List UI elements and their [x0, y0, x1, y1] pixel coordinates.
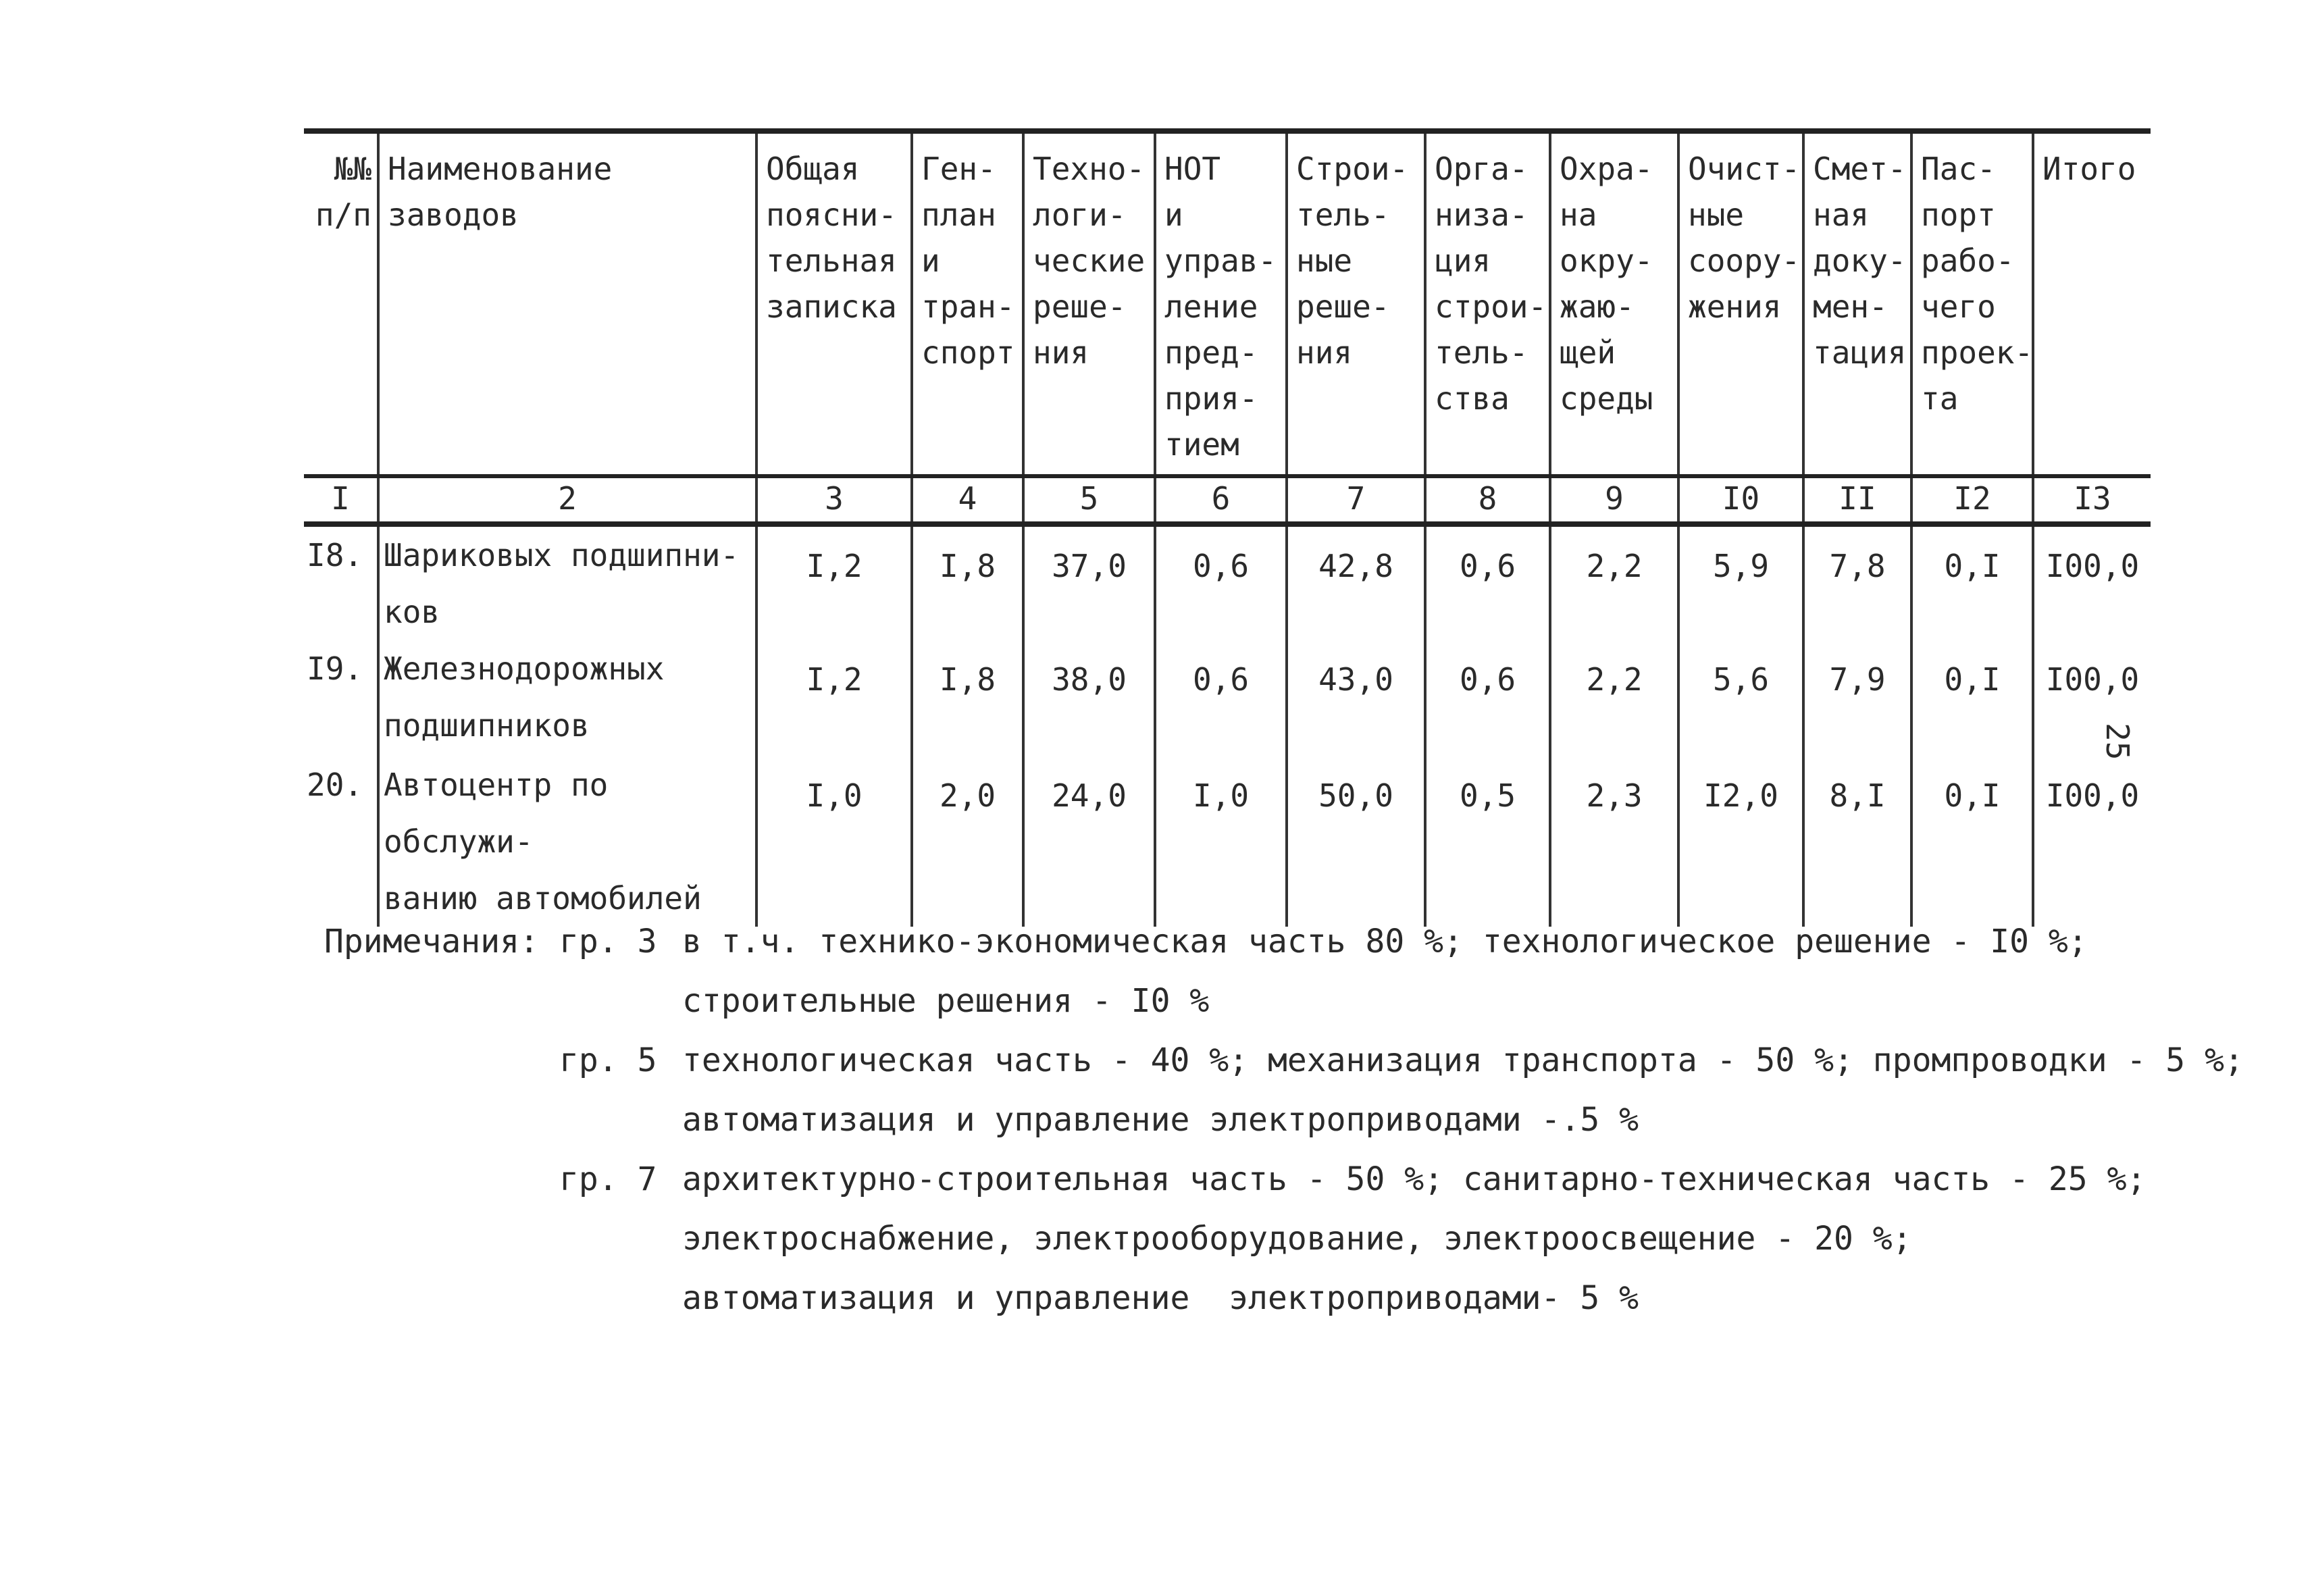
- note-group-label: гр. 5: [559, 1041, 657, 1079]
- table-cell: 7,8: [1803, 524, 1911, 640]
- table-cell: 0,6: [1155, 640, 1287, 756]
- table-cell: I00,0: [2033, 524, 2151, 640]
- table-cell: I2,0: [1678, 756, 1803, 927]
- page-number: 25: [2099, 723, 2136, 761]
- table-cell: 24,0: [1023, 756, 1155, 927]
- table-cell: 8,I: [1803, 756, 1911, 927]
- row-number: 20.: [307, 767, 363, 803]
- table-cell: 2,3: [1550, 756, 1678, 927]
- column-number: I2: [1911, 476, 2033, 524]
- table-cell: 0,6: [1425, 524, 1550, 640]
- table-cell: 5,6: [1678, 640, 1803, 756]
- table-cell: I,8: [912, 640, 1023, 756]
- table-cell: 50,0: [1287, 756, 1425, 927]
- column-header: Ген- план и тран- спорт: [912, 131, 1023, 476]
- table-cell: I,2: [756, 524, 912, 640]
- plant-name: Железнодорожных подшипников: [378, 640, 756, 756]
- column-header: Очист- ные соору- жения: [1678, 131, 1803, 476]
- column-header: НОТ и управ- ление пред- прия- тием: [1155, 131, 1287, 476]
- row-number: I8.: [307, 537, 363, 573]
- column-number: I: [304, 476, 378, 524]
- table-cell: I00,0: [2033, 756, 2151, 927]
- row-number: I9.: [307, 650, 363, 687]
- table-cell: 2,2: [1550, 524, 1678, 640]
- column-number: 3: [756, 476, 912, 524]
- column-number: 5: [1023, 476, 1155, 524]
- column-number: 7: [1287, 476, 1425, 524]
- table-body: [304, 524, 2151, 927]
- table-cell: 43,0: [1287, 640, 1425, 756]
- table-cell: I,8: [912, 524, 1023, 640]
- table-row: [304, 756, 2151, 927]
- column-number-row: [304, 476, 2151, 524]
- table-cell: 5,9: [1678, 524, 1803, 640]
- table-cell: 42,8: [1287, 524, 1425, 640]
- table-cell: 2,0: [912, 756, 1023, 927]
- table-cell: 0,I: [1911, 640, 2033, 756]
- cost-distribution-table: [304, 128, 2151, 927]
- note-group-label: гр. 3: [559, 923, 657, 960]
- table-cell: 0,6: [1425, 640, 1550, 756]
- table-cell: I00,0: [2033, 640, 2151, 756]
- note-line: в т.ч. технико-экономическая часть 80 %; технологическое решение - I0 %;: [682, 923, 2088, 960]
- table-cell: 0,5: [1425, 756, 1550, 927]
- table-cell: 2,2: [1550, 640, 1678, 756]
- plant-name: Шариковых подшипни- ков: [378, 524, 756, 640]
- table-cell: 7,9: [1803, 640, 1911, 756]
- column-number: 6: [1155, 476, 1287, 524]
- note-line: технологическая часть - 40 %; механизация транспорта - 50 %; промпроводки - 5 %;: [682, 1041, 2244, 1079]
- column-header: Итого: [2033, 131, 2151, 476]
- column-number: 4: [912, 476, 1023, 524]
- column-header: Орга- низа- ция строи- тель- ства: [1425, 131, 1550, 476]
- column-number: 2: [378, 476, 756, 524]
- column-number: II: [1803, 476, 1911, 524]
- column-number: 9: [1550, 476, 1678, 524]
- column-number: I3: [2033, 476, 2151, 524]
- table-cell: 37,0: [1023, 524, 1155, 640]
- column-header: Пас- порт рабо- чего проек- та: [1911, 131, 2033, 476]
- note-line: автоматизация и управление электроприводами -.5 %: [682, 1101, 1639, 1139]
- table-cell: 0,6: [1155, 524, 1287, 640]
- column-header: Наименование заводов: [378, 131, 756, 476]
- table-cell: I,0: [756, 756, 912, 927]
- table-cell: I,0: [1155, 756, 1287, 927]
- note-line: электроснабжение, электрооборудование, электроосвещение - 20 %;: [682, 1220, 1912, 1258]
- table-cell: 38,0: [1023, 640, 1155, 756]
- table-cell: 0,I: [1911, 524, 2033, 640]
- column-header: Общая поясни- тельная записка: [756, 131, 912, 476]
- table-header-row: [304, 131, 2151, 476]
- table-row: [304, 524, 2151, 640]
- note-line: автоматизация и управление электроприводами- 5 %: [682, 1279, 1639, 1317]
- note-line: архитектурно-строительная часть - 50 %; санитарно-техническая часть - 25 %;: [682, 1160, 2146, 1198]
- column-number: I0: [1678, 476, 1803, 524]
- table-cell: 0,I: [1911, 756, 2033, 927]
- table-cell: I,2: [756, 640, 912, 756]
- column-number: 8: [1425, 476, 1550, 524]
- note-line: строительные решения - I0 %: [682, 982, 1210, 1020]
- notes-label: Примечания:: [324, 923, 539, 960]
- column-header: Строи- тель- ные реше- ния: [1287, 131, 1425, 476]
- column-header: №№ п/п: [304, 131, 378, 476]
- column-header: Техно- логи- ческие реше- ния: [1023, 131, 1155, 476]
- plant-name: Автоцентр по обслужи- ванию автомобилей: [378, 756, 756, 927]
- column-header: Охра- на окру- жаю- щей среды: [1550, 131, 1678, 476]
- column-header: Смет- ная доку- мен- тация: [1803, 131, 1911, 476]
- table-row: [304, 640, 2151, 756]
- note-group-label: гр. 7: [559, 1160, 657, 1198]
